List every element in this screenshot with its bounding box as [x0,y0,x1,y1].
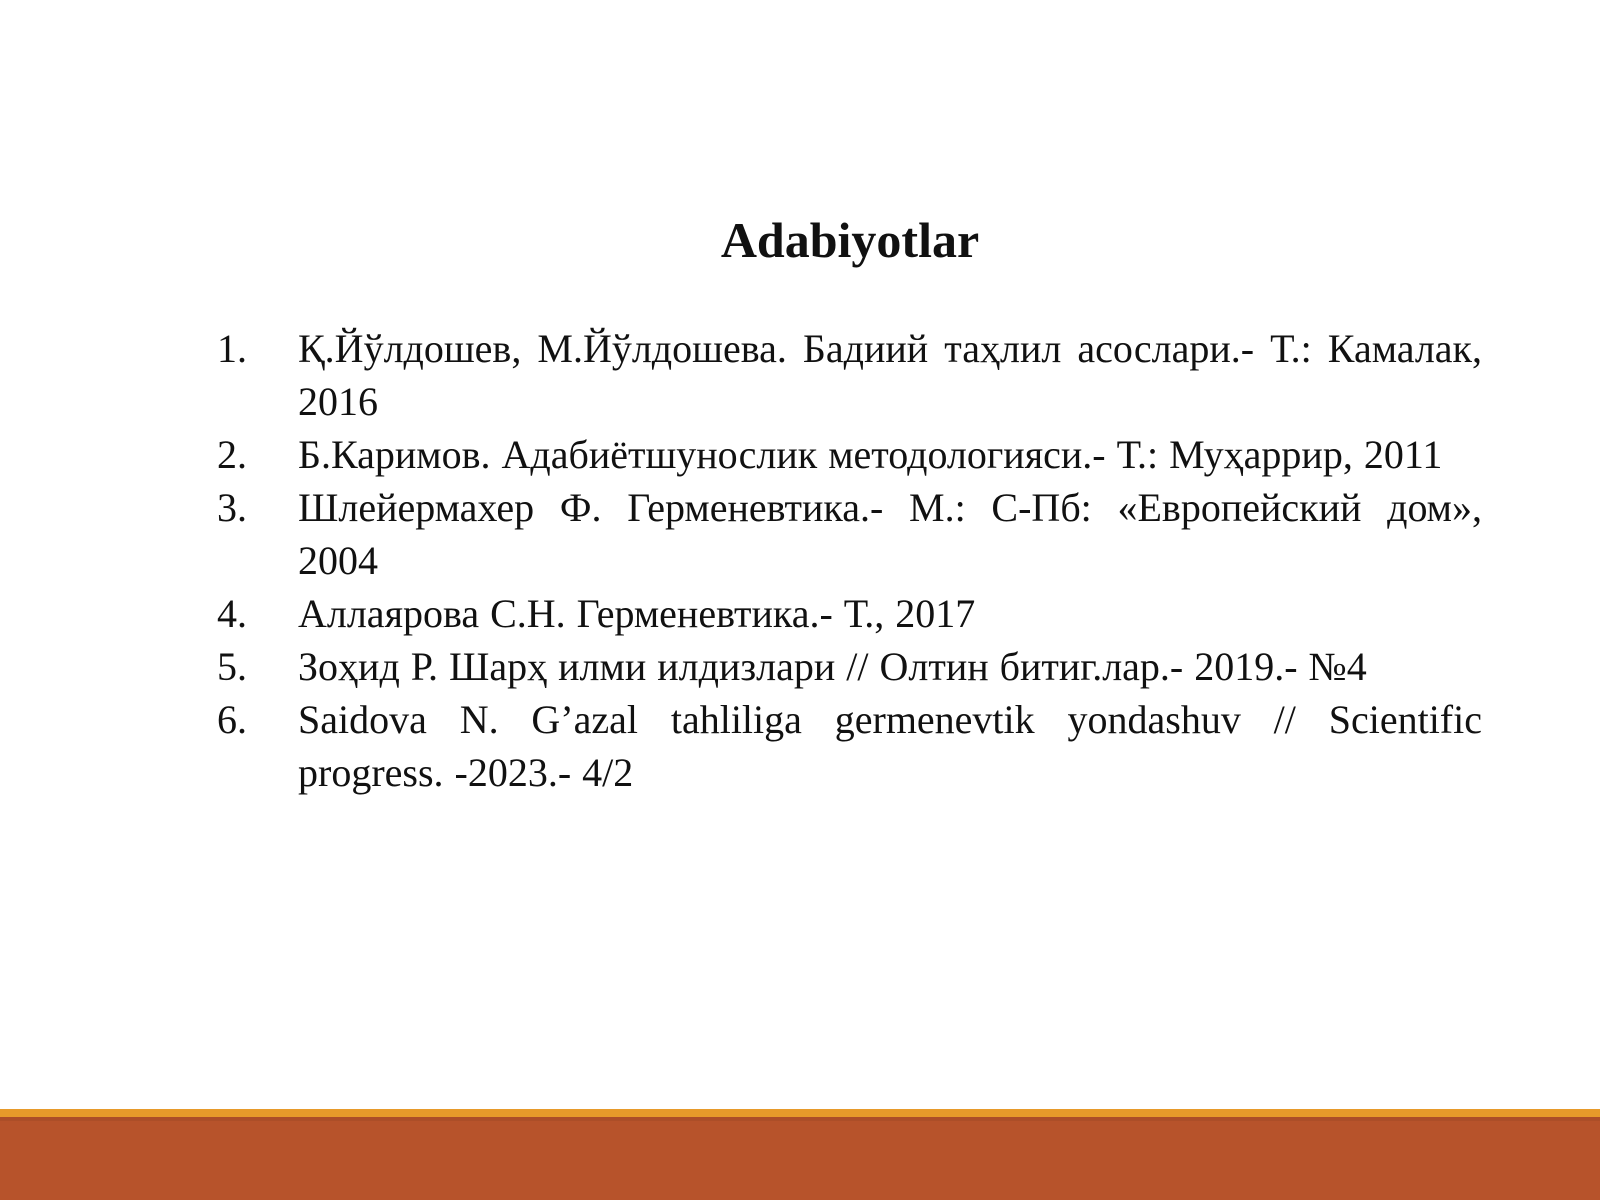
list-item-number: 1. [217,326,247,371]
list-item-number: 5. [217,644,247,689]
list-item [200,587,1482,640]
list-item-text: Аллаярова С.Н. Герменевтика.- Т., 2017 [298,591,976,636]
list-item [200,428,1482,481]
title-container [0,210,1600,270]
slide-title: Adabiyotlar [720,212,980,268]
list-item-text: Зоҳид Р. Шарҳ илми илдизлари // Олтин битиг.лар.- 2019.- №4 [298,644,1367,689]
list-item-number: 4. [217,591,247,636]
footer-band [0,1109,1600,1200]
list-item-text: Қ.Йўлдошев, М.Йўлдошева. Бадиий таҳлил асослари.- Т.: Камалак, 2016 [298,326,1482,424]
list-item-number: 2. [217,432,247,477]
list-item [200,640,1482,693]
references-list [200,322,1482,799]
list-item-number: 3. [217,485,247,530]
list-item-number: 6. [217,697,247,742]
list-item-text: Saidova N. G’azal tahliliga germenevtik yondashuv // Scientific progress. -2023.- 4/2 [298,697,1482,795]
list-item [200,481,1482,587]
list-item-text: Шлейермахер Ф. Герменевтика.- М.: С-Пб: «Европейский дом», 2004 [298,485,1482,583]
list-item [200,693,1482,799]
list-item-text: Б.Каримов. Адабиётшунослик методологияси.- Т.: Муҳаррир, 2011 [298,432,1443,477]
footer-shade [0,1117,1600,1121]
list-item [200,322,1482,428]
